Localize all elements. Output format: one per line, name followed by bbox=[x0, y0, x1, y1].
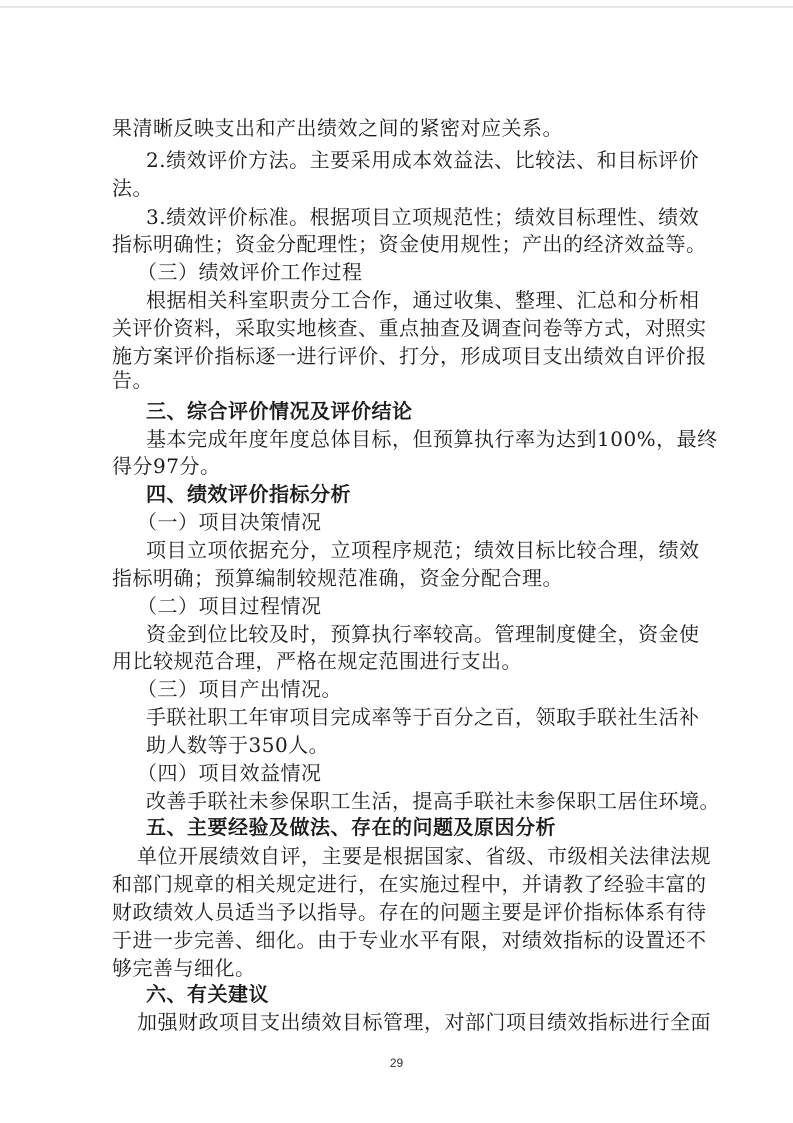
section-heading: 四、绩效评价指标分析 bbox=[146, 482, 351, 506]
paragraph-line: 改善手联社未参保职工生活，提高手联社未参保职工居住环境。 bbox=[146, 789, 720, 813]
paragraph-line: 法。 bbox=[112, 176, 153, 200]
paragraph-line: 单位开展绩效自评，主要是根据国家、省级、市级相关法律法规 bbox=[137, 844, 711, 868]
subsection-heading: （三）绩效评价工作过程 bbox=[137, 260, 363, 284]
page-number: 29 bbox=[389, 1056, 404, 1070]
section-heading: 五、主要经验及做法、存在的问题及原因分析 bbox=[146, 815, 556, 839]
paragraph-line: 和部门规章的相关规定进行，在实施过程中，并请教了经验丰富的 bbox=[112, 872, 707, 896]
section-heading: 三、综合评价情况及评价结论 bbox=[146, 399, 413, 423]
subsection-heading: （一）项目决策情况 bbox=[137, 510, 322, 534]
paragraph-line: 于进一步完善、细化。由于专业水平有限，对绩效指标的设置还不 bbox=[112, 928, 707, 952]
paragraph-line: 根据相关科室职责分工合作，通过收集、整理、汇总和分析相 bbox=[146, 288, 700, 312]
subsection-heading: （四）项目效益情况 bbox=[137, 761, 322, 785]
subsection-heading: （三）项目产出情况。 bbox=[137, 677, 342, 701]
paragraph-line: 手联社职工年审项目完成率等于百分之百，领取手联社生活补 bbox=[146, 705, 700, 729]
paragraph-line: 得分97分。 bbox=[112, 454, 221, 478]
paragraph-line: 指标明确；预算编制较规范准确，资金分配合理。 bbox=[112, 566, 563, 590]
paragraph-line: 果清晰反映支出和产出绩效之间的紧密对应关系。 bbox=[112, 116, 563, 140]
paragraph-line: 用比较规范合理，严格在规定范围进行支出。 bbox=[112, 649, 522, 673]
paragraph-line: 指标明确性；资金分配理性；资金使用规性；产出的经济效益等。 bbox=[112, 232, 707, 256]
paragraph-line: 项目立项依据充分，立项程序规范；绩效目标比较合理，绩效 bbox=[146, 538, 700, 562]
subsection-heading: （二）项目过程情况 bbox=[137, 594, 322, 618]
paragraph-line: 3.绩效评价标准。根据项目立项规范性；绩效目标理性、绩效 bbox=[146, 205, 700, 229]
paragraph-line: 财政绩效人员适当予以指导。存在的问题主要是评价指标体系有待 bbox=[112, 900, 707, 924]
paragraph-line: 2.绩效评价方法。主要采用成本效益法、比较法、和目标评价 bbox=[146, 148, 700, 172]
paragraph-line: 施方案评价指标逐一进行评价、打分，形成项目支出绩效自评价报 bbox=[112, 344, 707, 368]
paragraph-line: 助人数等于350人。 bbox=[146, 733, 330, 757]
paragraph-line: 加强财政项目支出绩效目标管理，对部门项目绩效指标进行全面 bbox=[137, 1010, 711, 1034]
paragraph-line: 告。 bbox=[112, 368, 153, 392]
paragraph-line: 资金到位比较及时，预算执行率较高。管理制度健全，资金使 bbox=[146, 622, 700, 646]
paragraph-line: 够完善与细化。 bbox=[112, 956, 256, 980]
paragraph-line: 关评价资料，采取实地核查、重点抽查及调查问卷等方式，对照实 bbox=[112, 316, 707, 340]
section-heading: 六、有关建议 bbox=[146, 982, 269, 1006]
paragraph-line: 基本完成年度年度总体目标，但预算执行率为达到100%，最终 bbox=[146, 427, 718, 451]
